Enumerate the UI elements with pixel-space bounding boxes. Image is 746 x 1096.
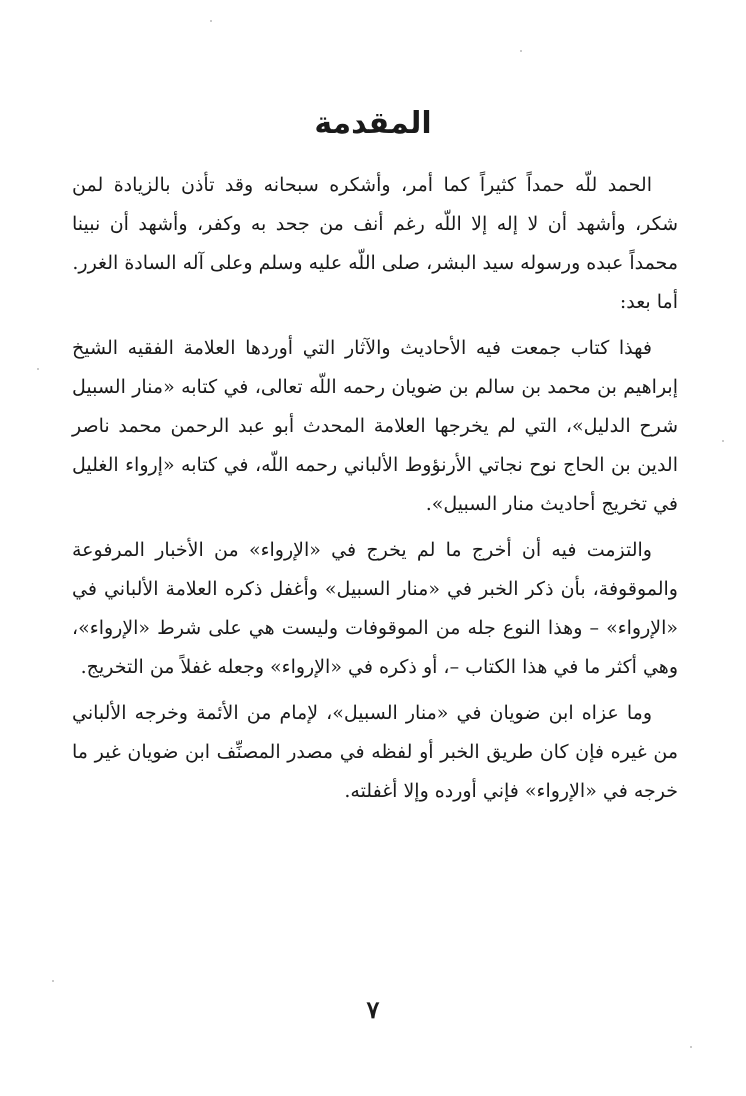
page-number: ٧: [366, 995, 380, 1024]
page-title: المقدمة: [314, 106, 432, 141]
scan-speck: [210, 20, 212, 22]
scan-speck: [722, 440, 724, 442]
paragraph-introduction: الحمد للّه حمداً كثيراً كما أمر، وأشكره سبحانه وقد تأذن بالزيادة لمن شكر، وأشهد أن لا إله إلا اللّه رغم أنف من جحد به وكفر، وأشهد أن نبينا محمداً عبده ورسوله سيد البشر، صلى اللّه عليه وسلم وعلى آله السادة الغرر.: [72, 174, 678, 274]
paragraph-attribution: وما عزاه ابن ضويان في «منار السبيل»، لإمام من الأئمة وخرجه الألباني من غيره فإن كان طريق الخبر أو لفظه في مصدر المصنِّف ابن ضويان غير ما خرجه في «الإرواء» فإني أورده وإلا أغفلته.: [72, 702, 678, 802]
body-text: [72, 166, 678, 811]
scan-speck: [690, 1046, 692, 1048]
scan-speck: [52, 980, 54, 982]
scan-speck: [520, 50, 522, 52]
paragraph-amma-bad: أما بعد:: [619, 291, 678, 313]
scan-speck: [37, 368, 39, 370]
paragraph-methodology: والتزمت فيه أن أخرج ما لم يخرج في «الإرواء» من الأخبار المرفوعة والموقوفة، بأن ذكر الخبر في «منار السبيل» وأغفل ذكره العلامة الألباني في «الإرواء» – وهذا النوع جله من الموقوفات وليست هي على شرط «الإرواء»، وهي أكثر ما في هذا الكتاب –، أو ذكره في «الإرواء» وجعله غفلاً من التخريج.: [72, 539, 678, 678]
paragraph-book-description: فهذا كتاب جمعت فيه الأحاديث والآثار التي أوردها العلامة الفقيه الشيخ إبراهيم بن محمد بن سالم بن ضويان رحمه اللّه تعالى، في كتابه «منار السبيل شرح الدليل»، التي لم يخرجها العلامة المحدث أبو عبد الرحمن محمد ناصر الدين بن الحاج نوح نجاتي الأرنؤوط الألباني رحمه اللّه، في كتابه «إرواء الغليل في تخريج أحاديث منار السبيل».: [72, 337, 678, 515]
